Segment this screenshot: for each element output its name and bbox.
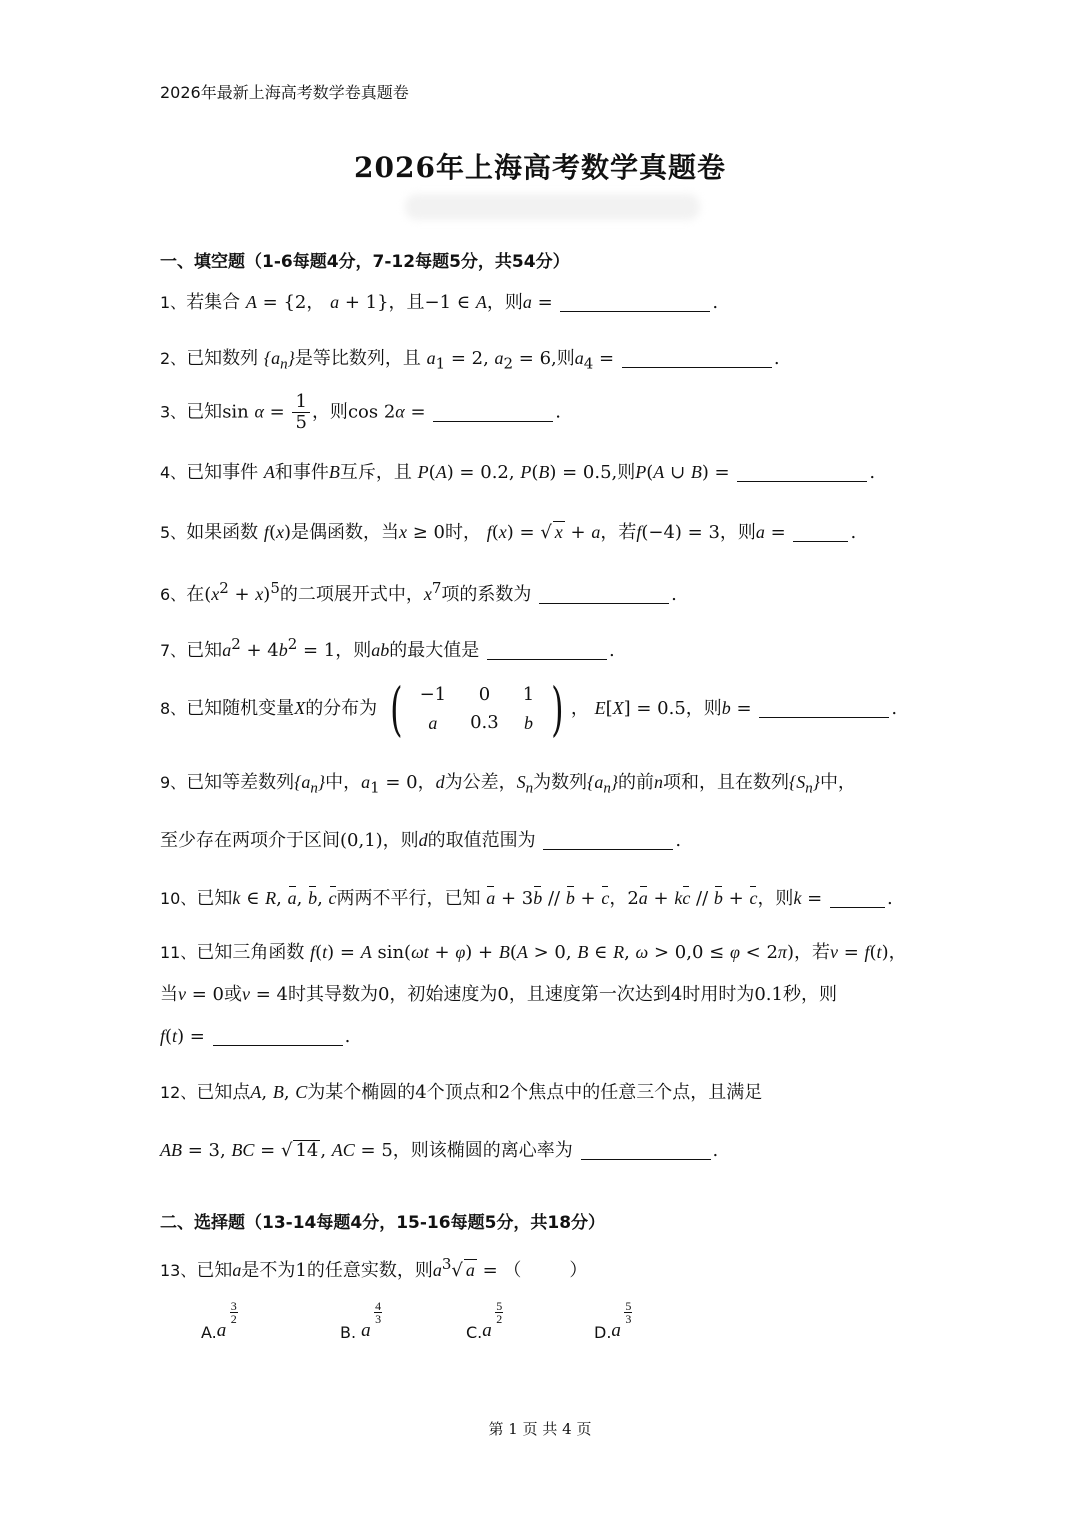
- running-header: 2026年最新上海高考数学卷真题卷: [160, 83, 409, 102]
- exam-title: 2026年上海高考数学真题卷: [354, 151, 726, 184]
- option-d[interactable]: D. a 5 3: [594, 1299, 632, 1342]
- question-12-line-2: AB = 3, BC = √ 14 , AC = 5，则该椭圆的离心率为 .: [160, 1140, 719, 1161]
- option-a[interactable]: A. a 3 2: [201, 1299, 237, 1342]
- question-12: 12、已知点A, B, C为某个椭圆的4个顶点和2个焦点中的任意三个点，且满足: [160, 1082, 763, 1103]
- question-2: 2、已知数列 $\{a_n\}$是等比数列，且 $a_1 = 2$, $a_2 = 6$,则$a_4$ = .: [160, 348, 780, 373]
- question-5: 5、如果函数 f(x)是偶函数，当x ≥ 0时， f(x) = √ x + a，若f(−4) = 3，则a = .: [160, 522, 857, 543]
- answer-blank-6[interactable]: [539, 583, 669, 604]
- question-11: 11、已知三角函数 f(t) = A sin(ωt + φ) + B(A > 0, B ∈ R, ω > 0,0 ≤ φ < 2π)，若v = f(t)，: [160, 942, 907, 963]
- distribution-matrix: ( −1 0 1 a 0.3 b ): [390, 675, 564, 743]
- question-9-line-2: 至少存在两项介于区间(0,1)，则d的取值范围为 .: [160, 830, 682, 851]
- answer-blank-9[interactable]: [543, 829, 673, 850]
- answer-blank-12[interactable]: [581, 1139, 711, 1160]
- question-9: 9、已知等差数列$\{a_n\}$中，$a_1 = 0$，d为公差，$S_n$为数列$\{a_n\}$的前n项和，且在数列$\{S_n\}$中，: [160, 772, 856, 797]
- answer-blank-8[interactable]: [759, 697, 889, 718]
- answer-blank-7[interactable]: [487, 639, 607, 660]
- option-c[interactable]: C. a 5 2: [466, 1299, 503, 1342]
- question-6: 6、在$(x^2 + x)^5$的二项展开式中，$x^7$项的系数为 .: [160, 579, 677, 605]
- answer-blank-3[interactable]: [433, 401, 553, 422]
- question-8: 8、已知随机变量X的分布为 ( −1 0 1 a 0.3 b ) ， E[X] = 0.5，则b = .: [160, 675, 898, 743]
- answer-blank-5[interactable]: [793, 521, 848, 542]
- answer-blank-1[interactable]: [560, 291, 710, 312]
- section-fill-in-heading: 一、填空题（1-6每题4分，7-12每题5分，共54分）: [160, 252, 570, 272]
- blurred-subtitle: [405, 194, 700, 220]
- question-1: 1、若集合 A = {2， a + 1}，且−1 ∈ A，则a = .: [160, 292, 719, 313]
- question-11-line-3: f(t) = .: [160, 1026, 351, 1047]
- answer-blank-11[interactable]: [213, 1025, 343, 1046]
- answer-blank-10[interactable]: [830, 887, 885, 908]
- question-10: 10、已知k ∈ R, a, b, c两两不平行，已知 a + 3b // b + c，2a + kc // b + c，则k = .: [160, 888, 893, 909]
- question-11-line-2: 当v = 0或v = 4时其导数为0，初始速度为0，且速度第一次达到4时用时为0.1秒，则: [160, 984, 837, 1005]
- section-choice-heading: 二、选择题（13-14每题4分，15-16每题5分，共18分）: [160, 1213, 606, 1233]
- question-13: 13、已知a是不为1的任意实数，则$a^3√$ a = （ ）: [160, 1255, 588, 1281]
- question-4: 4、已知事件 A和事件B互斥，且 P(A) = 0.2, P(B) = 0.5,则P(A ∪ B) = .: [160, 462, 876, 483]
- question-7: 7、已知$a^2 + 4b^2 = 1$，则ab的最大值是 .: [160, 635, 615, 661]
- option-b[interactable]: B. a 4 3: [340, 1299, 382, 1342]
- question-3: 3、已知sin α = $\frac{1}{5}$ ，则cos 2α = .: [160, 391, 561, 433]
- page-footer: 第 1 页 共 4 页: [488, 1420, 592, 1438]
- fraction-one-fifth: $\frac{1}{5}$: [292, 392, 309, 433]
- answer-blank-2[interactable]: [622, 347, 772, 368]
- answer-blank-4[interactable]: [737, 461, 867, 482]
